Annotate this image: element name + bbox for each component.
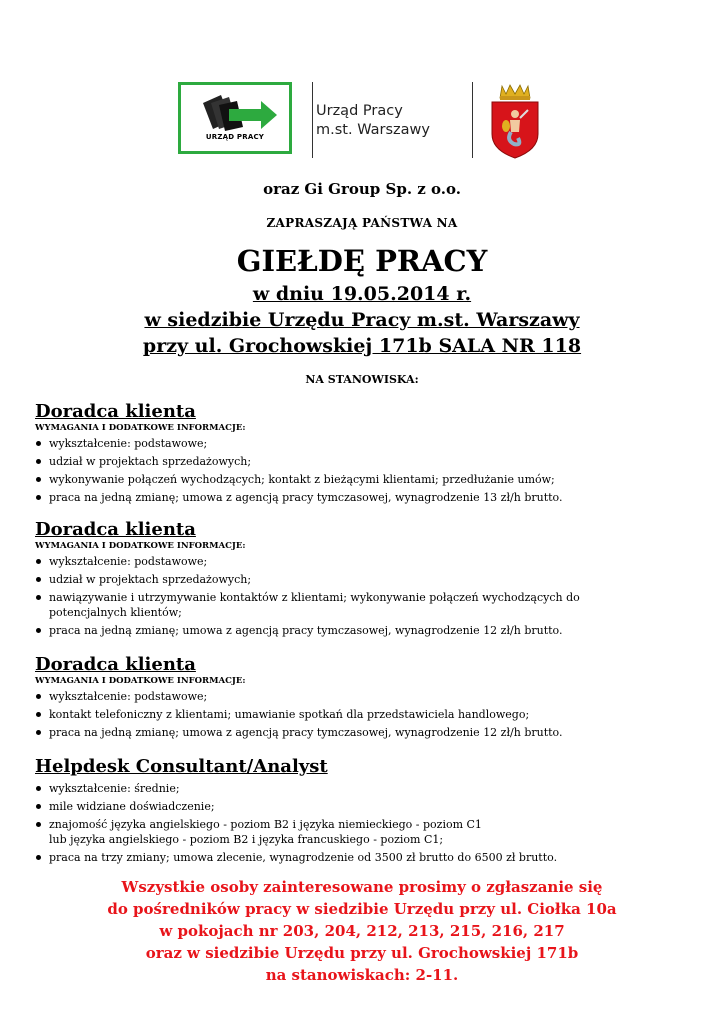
requirements-list: [35, 781, 695, 865]
event-place-line1: w siedzibie Urzędu Pracy m.st. Warszawy: [144, 309, 580, 331]
list-item: praca na trzy zmiany; umowa zlecenie, wynagrodzenie od 3500 zł brutto do 6500 zł brutto.: [35, 850, 695, 865]
divider: [312, 82, 313, 158]
list-item: wykształcenie: podstawowe;: [35, 436, 695, 451]
invite-line: ZAPRASZAJĄ PAŃSTWA NA: [266, 216, 458, 230]
list-item: [35, 590, 695, 620]
list-item: udział w projektach sprzedażowych;: [35, 572, 695, 587]
job-title: Helpdesk Consultant/Analyst: [35, 756, 328, 777]
footer-notice: [0, 876, 724, 986]
footer-line: na stanowiskach: 2-11.: [265, 966, 459, 984]
list-item: [35, 817, 695, 847]
list-item: praca na jedną zmianę; umowa z agencją pracy tymczasowej, wynagrodzenie 12 zł/h brutto.: [35, 623, 695, 638]
job-section: [35, 756, 695, 868]
list-item: mile widziane doświadczenie;: [35, 799, 695, 814]
job-section: [35, 401, 695, 508]
company-line: oraz Gi Group Sp. z o.o.: [263, 180, 461, 198]
list-item-line1: znajomość języka angielskiego - poziom B2 i języka niemieckiego - poziom C1: [49, 818, 482, 831]
job-cards-arrow-icon: [181, 85, 289, 151]
job-section: [35, 519, 695, 641]
requirements-list: [35, 554, 695, 638]
office-name-line2: m.st. Warszawy: [316, 122, 430, 138]
positions-heading: NA STANOWISKA:: [305, 373, 419, 386]
footer-line: Wszystkie osoby zainteresowane prosimy o zgłaszanie się: [121, 878, 603, 896]
office-name: [316, 102, 430, 140]
job-section: [35, 654, 695, 743]
list-item: kontakt telefoniczny z klientami; umawianie spotkań dla przedstawiciela handlowego;: [35, 707, 695, 722]
list-item-line2: lub języka angielskiego - poziom B2 i języka francuskiego - poziom C1;: [49, 833, 444, 846]
requirements-list: [35, 689, 695, 740]
footer-line: oraz w siedzibie Urzędu przy ul. Grochowskiej 171b: [145, 944, 579, 962]
list-item: wykształcenie: podstawowe;: [35, 554, 695, 569]
requirements-label: WYMAGANIA I DODATKOWE INFORMACJE:: [35, 423, 246, 433]
page-title: GIEŁDĘ PRACY: [236, 244, 488, 278]
list-item: praca na jedną zmianę; umowa z agencją pracy tymczasowej, wynagrodzenie 12 zł/h brutto.: [35, 725, 695, 740]
footer-line: do pośredników pracy w siedzibie Urzędu przy ul. Ciołka 10a: [107, 900, 617, 918]
list-item-line1: nawiązywanie i utrzymywanie kontaktów z klientami; wykonywanie połączeń wychodzących do: [49, 591, 580, 604]
requirements-list: [35, 436, 695, 505]
event-date: w dniu 19.05.2014 r.: [252, 283, 472, 305]
header: [178, 82, 548, 162]
requirements-label: WYMAGANIA I DODATKOWE INFORMACJE:: [35, 541, 246, 551]
job-title: Doradca klienta: [35, 654, 196, 675]
list-item: praca na jedną zmianę; umowa z agencją pracy tymczasowej, wynagrodzenie 13 zł/h brutto.: [35, 490, 695, 505]
footer-line: w pokojach nr 203, 204, 212, 213, 215, 216, 217: [159, 922, 565, 940]
office-name-line1: Urząd Pracy: [316, 103, 403, 119]
requirements-label: WYMAGANIA I DODATKOWE INFORMACJE:: [35, 676, 246, 686]
job-title: Doradca klienta: [35, 401, 196, 422]
list-item: wykonywanie połączeń wychodzących; kontakt z bieżącymi klientami; przedłużanie umów;: [35, 472, 695, 487]
divider: [472, 82, 473, 158]
urzad-pracy-logo: [178, 82, 292, 154]
list-item: wykształcenie: podstawowe;: [35, 689, 695, 704]
warsaw-crest-icon: [486, 82, 544, 160]
list-item: wykształcenie: średnie;: [35, 781, 695, 796]
list-item-line2: potencjalnych klientów;: [49, 606, 182, 619]
event-place-line2: przy ul. Grochowskiej 171b SALA NR 118: [142, 335, 582, 357]
job-title: Doradca klienta: [35, 519, 196, 540]
logo-caption: URZĄD PRACY: [205, 133, 265, 141]
list-item: udział w projektach sprzedażowych;: [35, 454, 695, 469]
